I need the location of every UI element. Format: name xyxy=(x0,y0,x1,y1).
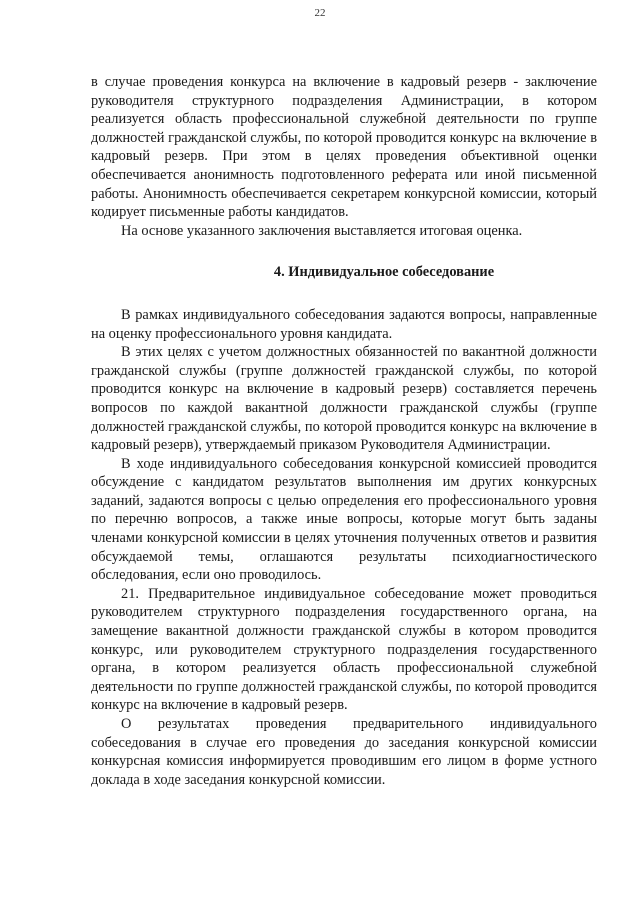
paragraph-competition-conclusion: в случае проведения конкурса на включение в кадровый резерв - заключение руководителя структурного подразделения Администрации, в котором реализуется область профессиональной служебной деятельности по группе должностей гражданской службы, по которой проводится конкурс на включение в кадровый резерв. При этом в целях проведения объективной оценки обеспечивается анонимность подготовленного реферата или иной письменной работы. Анонимность обеспечивается секретарем конкурсной комиссии, который кодирует письменные работы кандидатов. xyxy=(91,74,597,221)
document-body xyxy=(91,73,597,789)
paragraph-interview-questions: В рамках индивидуального собеседования задаются вопросы, направленные на оценку профессионального уровня кандидата. xyxy=(91,306,597,342)
paragraph-question-list: В этих целях с учетом должностных обязанностей по вакантной должности гражданской службы (группе должностей гражданской службы, по которой проводится конкурс на включение в кадровый резерв) составляется перечень вопросов по каждой вакантной должности гражданской службы (группе должностей гражданской службы, по которой проводится конкурс на включение в кадровый резерв), утверждаемый приказом Руководителя Администрации. xyxy=(91,344,597,454)
paragraph-interview-process: В ходе индивидуального собеседования конкурсной комиссией проводится обсуждение с кандидатом результатов выполнения им других конкурсных заданий, задаются вопросы с целью определения его профессионального уровня по перечню вопросов, а также иные вопросы, которые могут быть заданы членами конкурсной комиссии в целях уточнения полученных ответов и развития обсуждаемой темы, оглашаются результаты психодиагностического обследования, если оно проводилось. xyxy=(91,455,597,584)
paragraph-final-score: На основе указанного заключения выставляется итоговая оценка. xyxy=(121,222,523,239)
paragraph-preliminary-interview: 21. Предварительное индивидуальное собеседование может проводиться руководителем структурного подразделения государственного органа, на замещение вакантной должности гражданской службы в котором проводится конкурс, или руководителем структурного подразделения государственного органа, в котором реализуется область профессиональной служебной деятельности по группе должностей гражданской службы, по которой проводится конкурс на включение в кадровый резерв. xyxy=(91,585,597,714)
page-number: 22 xyxy=(314,7,326,19)
section-heading: 4. Индивидуальное собеседование xyxy=(273,264,495,281)
paragraph-interview-results: О результатах проведения предварительного индивидуального собеседования в случае его проведения до заседания конкурсной комиссии конкурсная комиссия информируется проводившим его лицом в форме устного доклада в ходе заседания конкурсной комиссии. xyxy=(91,716,597,788)
